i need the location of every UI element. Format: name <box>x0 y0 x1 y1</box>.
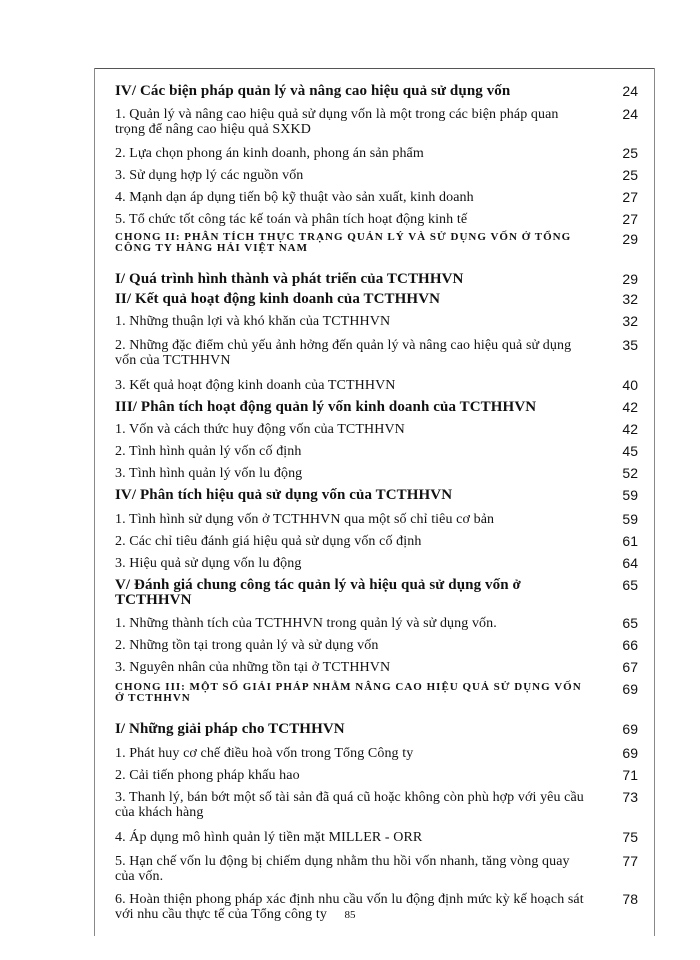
toc-entry-text: 3. Tình hình quản lý vốn lu động <box>115 466 303 481</box>
toc-entry-text: II/ Kết quả hoạt động kinh doanh của TCTHHVN <box>115 291 441 307</box>
toc-entry-page: 35 <box>622 337 638 353</box>
toc-entry-text: 1. Những thuận lợi và khó khăn của TCTHHVN <box>115 314 391 329</box>
toc-entry-text: CHONG II: PHÂN TÍCH THỰC TRẠNG QUẢN LÝ VÀ SỬ DỤNG VỐN Ở TỔNG CÔNG TY HÀNG HẢI VIỆT NAM <box>115 231 572 254</box>
toc-entry-page: 42 <box>622 399 638 415</box>
toc-entry-page: 71 <box>622 767 638 783</box>
toc-entry-text: 2. Những tồn tại trong quản lý và sử dụng vốn <box>115 638 379 653</box>
toc-entry-page: 24 <box>622 106 638 122</box>
toc-entry-text: 5. Hạn chế vốn lu động bị chiếm dụng nhằm thu hồi vốn nhanh, tăng vòng quay của vốn. <box>115 854 570 884</box>
toc-section-heading <box>115 400 638 415</box>
toc-entry-page: 27 <box>622 189 638 205</box>
toc-entry-text: 3. Sử dụng hợp lý các nguồn vốn <box>115 168 304 183</box>
toc-section-heading <box>115 722 638 737</box>
toc-entry <box>115 168 638 183</box>
toc-entry-text: 2. Cải tiến phong pháp khấu hao <box>115 768 300 783</box>
toc-entry <box>115 854 638 884</box>
toc-section-heading <box>115 292 638 307</box>
toc-entry-text: V/ Đánh giá chung công tác quản lý và hiệu quả sử dụng vốn ở TCTHHVN <box>115 577 521 608</box>
toc-entry <box>115 422 638 437</box>
toc-entry-text: 2. Tình hình quản lý vốn cố định <box>115 444 302 459</box>
toc-entry <box>115 830 638 845</box>
toc-section-heading <box>115 488 638 503</box>
toc-entry-text: 2. Các chỉ tiêu đánh giá hiệu quả sử dụng vốn cố định <box>115 534 422 549</box>
toc-entry <box>115 512 638 527</box>
toc-entry-page: 61 <box>622 533 638 549</box>
toc-entry <box>115 534 638 549</box>
toc-chapter-heading <box>115 232 638 254</box>
toc-entry-text: 3. Kết quả hoạt động kinh doanh của TCTHHVN <box>115 378 396 393</box>
toc-entry-text: 1. Tình hình sử dụng vốn ở TCTHHVN qua một số chỉ tiêu cơ bản <box>115 512 495 527</box>
toc-entry-text: 2. Lựa chọn phong án kinh doanh, phong án sản phẩm <box>115 146 424 161</box>
toc-entry-page: 69 <box>622 721 638 737</box>
toc-entry-page: 73 <box>622 789 638 805</box>
toc-entry-text: 3. Hiệu quả sử dụng vốn lu động <box>115 556 302 571</box>
toc-entry-page: 75 <box>622 829 638 845</box>
toc-entry-text: IV/ Các biện pháp quản lý và nâng cao hiệu quả sử dụng vốn <box>115 83 511 99</box>
toc-entry-page: 25 <box>622 145 638 161</box>
toc-entry <box>115 466 638 481</box>
toc-entry-text: 1. Phát huy cơ chế điều hoà vốn trong Tổng Công ty <box>115 746 414 761</box>
toc-entry <box>115 212 638 227</box>
toc-section-heading <box>115 272 638 287</box>
frame-top-line <box>94 68 654 69</box>
frame-right-line <box>654 68 655 936</box>
toc-entry-page: 29 <box>622 271 638 287</box>
toc-entry-text: I/ Quá trình hình thành và phát triển của TCTHHVN <box>115 271 464 287</box>
frame-left-line <box>94 68 95 936</box>
toc-entry-text: IV/ Phân tích hiệu quả sử dụng vốn của TCTHHVN <box>115 487 453 503</box>
toc-entry <box>115 768 638 783</box>
toc-entry-text: CHONG III: MỘT SỐ GIẢI PHÁP NHẰM NÂNG CAO HIỆU QUẢ SỬ DỤNG VỐN Ở TCTHHVN <box>115 681 582 704</box>
toc-entry-text: 1. Vốn và cách thức huy động vốn của TCTHHVN <box>115 422 405 437</box>
toc-entry-page: 66 <box>622 637 638 653</box>
toc-entry-page: 24 <box>622 83 638 99</box>
toc-entry <box>115 746 638 761</box>
toc-entry-text: I/ Những giải pháp cho TCTHHVN <box>115 721 345 737</box>
toc-entry <box>115 444 638 459</box>
toc-entry <box>115 107 638 137</box>
toc-entry-page: 59 <box>622 487 638 503</box>
toc-entry <box>115 146 638 161</box>
toc-entry-page: 32 <box>622 313 638 329</box>
toc-entry-text: 2. Những đặc điểm chủ yếu ảnh hởng đến quản lý và nâng cao hiệu quả sử dụng vốn của TCTHHVN <box>115 338 572 368</box>
toc-entry-page: 64 <box>622 555 638 571</box>
toc-entry-page: 32 <box>622 291 638 307</box>
toc-entry-page: 45 <box>622 443 638 459</box>
toc-entry <box>115 638 638 653</box>
toc-entry-text: 3. Nguyên nhân của những tồn tại ở TCTHHVN <box>115 660 391 675</box>
toc-entry-page: 69 <box>622 681 638 697</box>
toc-entry-page: 25 <box>622 167 638 183</box>
toc-entry-page: 65 <box>622 615 638 631</box>
toc-entry <box>115 338 638 368</box>
toc-entry-page: 27 <box>622 211 638 227</box>
toc-entry <box>115 378 638 393</box>
toc-entry-text: 3. Thanh lý, bán bớt một số tài sản đã quá cũ hoặc không còn phù hợp với yêu cầu của khách hàng <box>115 790 584 820</box>
toc-entry <box>115 660 638 675</box>
toc-section-heading <box>115 578 638 608</box>
toc-entry-text: III/ Phân tích hoạt động quản lý vốn kinh doanh của TCTHHVN <box>115 399 537 415</box>
toc-entry-page: 77 <box>622 853 638 869</box>
toc-entry-text: 6. Hoàn thiện phong pháp xác định nhu cầu vốn lu động định mức kỳ kế hoạch sát với nhu cầu thực tế của Tổng công ty <box>115 892 584 922</box>
toc-section-heading <box>115 84 638 99</box>
page-number: 85 <box>344 909 356 921</box>
toc-entry-text: 1. Quản lý và nâng cao hiệu quả sử dụng vốn là một trong các biện pháp quan trọng để nâng cao hiệu quả SXKD <box>115 107 559 137</box>
toc-entry <box>115 314 638 329</box>
toc-chapter-heading <box>115 682 638 704</box>
toc-entry-page: 52 <box>622 465 638 481</box>
toc-entry-text: 4. Áp dụng mô hình quản lý tiền mặt MILLER - ORR <box>115 830 423 845</box>
toc-entry-page: 59 <box>622 511 638 527</box>
toc-entry-text: 5. Tổ chức tốt công tác kế toán và phân tích hoạt động kinh tế <box>115 212 468 227</box>
toc-entry-text: 4. Mạnh dạn áp dụng tiến bộ kỹ thuật vào sản xuất, kinh doanh <box>115 190 474 205</box>
toc-entry <box>115 790 638 820</box>
toc-entry-page: 29 <box>622 231 638 247</box>
toc-entry-page: 65 <box>622 577 638 593</box>
toc-entry-page: 42 <box>622 421 638 437</box>
toc-entry-text: 1. Những thành tích của TCTHHVN trong quản lý và sử dụng vốn. <box>115 616 497 631</box>
toc-entry <box>115 190 638 205</box>
toc-entry <box>115 616 638 631</box>
toc-entry-page: 67 <box>622 659 638 675</box>
toc-entry-page: 69 <box>622 745 638 761</box>
toc-entry-page: 78 <box>622 891 638 907</box>
toc-entry <box>115 556 638 571</box>
toc-entry-page: 40 <box>622 377 638 393</box>
